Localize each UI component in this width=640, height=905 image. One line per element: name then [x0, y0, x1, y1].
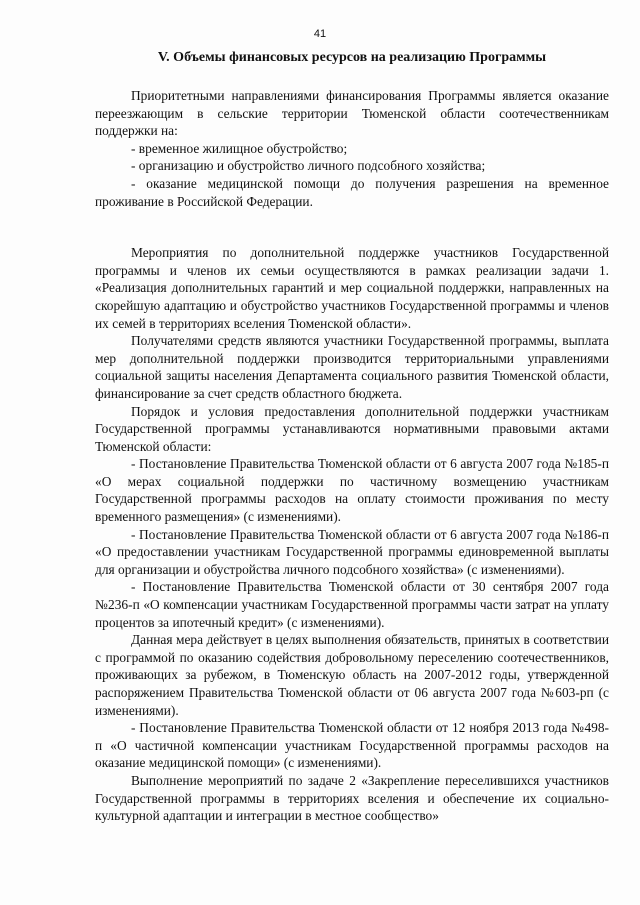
- paragraph: Порядок и условия предоставления дополнительной поддержки участникам Государственной программы устанавливаются нормативными правовыми актами Тюменской области:: [95, 403, 609, 454]
- paragraph: Получателями средств являются участники Государственной программы, выплата мер дополнительной поддержки производится территориальными управлениями социальной защиты населения Департамента социального развития Тюменской области, финансирование за счет средств областного бюджета.: [95, 333, 609, 401]
- paragraph: Приоритетными направлениями финансирования Программы является оказание переезжающим в сельские территории Тюменской области соотечественникам поддержки на:: [95, 88, 609, 139]
- list-item: - Постановление Правительства Тюменской области от 6 августа 2007 года №185-п «О мерах социальной поддержки по частичному возмещению участникам Государственной программы расходов на оплату стоимости проживания по месту временного размещения» (с изменениями).: [95, 456, 609, 525]
- paragraph-gap: [95, 227, 609, 244]
- document-body: [95, 87, 609, 825]
- paragraph-gap: [95, 210, 609, 227]
- paragraph: Данная мера действует в целях выполнения обязательств, принятых в соответствии с программой по оказанию содействия добровольному переселению соотечественников, проживающих за рубежом, в Тюменскую область на 2007-2012 годы, утвержденной распоряжением Правительства Тюменской области от 06 августа 2007 года №603-рп (с изменениями).: [95, 632, 609, 718]
- list-item: - временное жилищное обустройство;: [131, 140, 348, 156]
- paragraph: Выполнение мероприятий по задаче 2 «Закрепление переселившихся участников Государственной программы в территориях вселения и обеспечение их социально-культурной адаптации и интеграции в местное сообщество»: [95, 772, 609, 824]
- list-item: - Постановление Правительства Тюменской области от 12 ноября 2013 года №498-п «О частичной компенсации участникам Государственной программы расходов на оказание медицинской помощи» (с изменениями).: [95, 720, 609, 771]
- list-item: - Постановление Правительства Тюменской области от 30 сентября 2007 года №236-п «О компенсации участникам Государственной программы части затрат на уплату процентов за ипотечный кредит» (с изменениями).: [95, 579, 609, 630]
- list-item: - Постановление Правительства Тюменской области от 6 августа 2007 года №186-п «О предоставлении участникам Государственной программы единовременной выплаты для организации и обустройства личного подсобного хозяйства» (с изменениями).: [95, 526, 609, 577]
- section-heading: V. Объемы финансовых ресурсов на реализацию Программы: [157, 50, 547, 65]
- page-number: 41: [313, 28, 327, 40]
- paragraph: Мероприятия по дополнительной поддержке участников Государственной программы и членов их семьи осуществляются в рамках реализации задачи 1. «Реализация дополнительных гарантий и мер социальной поддержки, направленных на скорейшую адаптацию и обустройство участников Государственной программы и членов их семей в территориях вселения Тюменской области».: [95, 245, 609, 331]
- list-item: - оказание медицинской помощи до получения разрешения на временное проживание в Российской Федерации.: [95, 175, 609, 209]
- list-item: - организацию и обустройство личного подсобного хозяйства;: [131, 158, 486, 174]
